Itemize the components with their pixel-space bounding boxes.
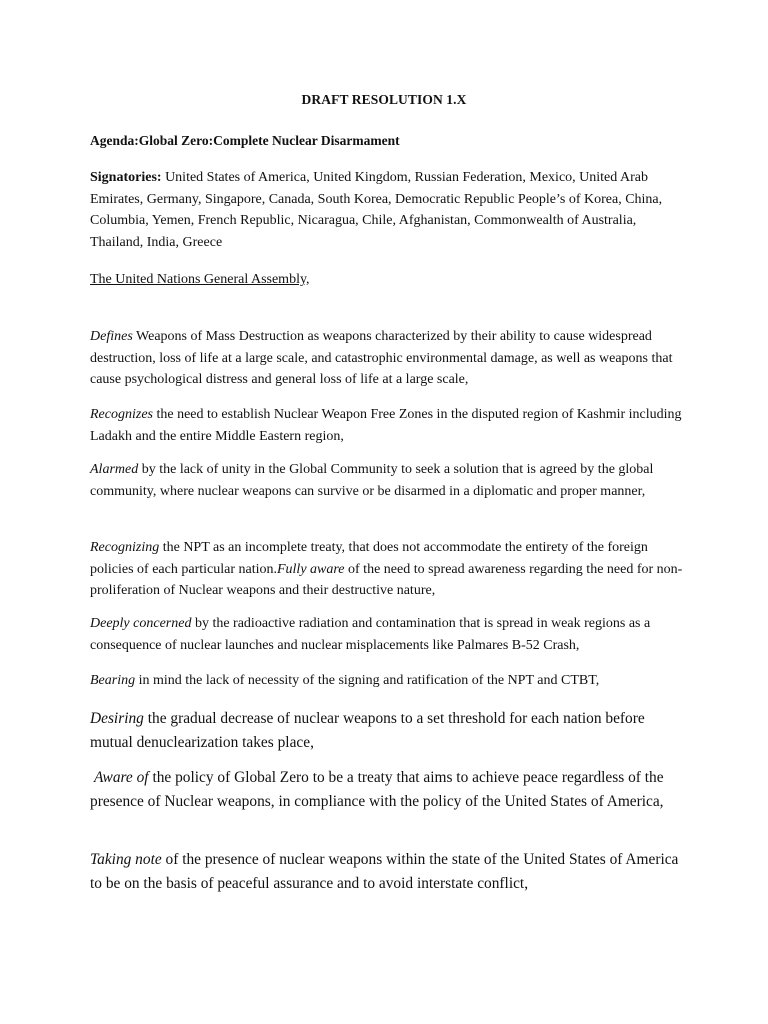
- clause-paragraph: [90, 613, 686, 656]
- clause-lead: Aware of: [94, 769, 149, 786]
- clause-paragraph: [90, 326, 686, 391]
- signatories-paragraph: [90, 167, 686, 253]
- clause-lead: Deeply concerned: [90, 616, 192, 631]
- clause-text: in mind the lack of necessity of the signing and ratification of the NPT and CTBT,: [135, 673, 600, 688]
- clause-lead-secondary: Fully aware: [276, 561, 345, 577]
- clause-paragraph: [90, 670, 686, 692]
- clause-text: the policy of Global Zero to be a treaty that aims to achieve peace regardless of the presence of Nuclear weapons, in compliance with the policy of the United States of America,: [90, 769, 664, 810]
- clause-text-secondary: of the need to spread awareness regarding the need for non-proliferation of Nuclear weapons and their destructive nature,: [90, 561, 683, 598]
- clause-text: the gradual decrease of nuclear weapons to a set threshold for each nation before mutual denuclearization takes place,: [90, 710, 645, 751]
- clause-lead: Bearing: [90, 673, 136, 688]
- assembly-heading: [90, 269, 686, 291]
- agenda-line: Agenda:Global Zero:Complete Nuclear Disarmament: [90, 133, 400, 148]
- clause-paragraph: [90, 459, 686, 502]
- clause-paragraph: [90, 404, 686, 447]
- clause-lead: Recognizes: [90, 407, 153, 422]
- clause-text: by the radioactive radiation and contamination that is spread in weak regions as a consequence of nuclear launches and nuclear misplacements like Palmares B-52 Crash,: [90, 616, 651, 653]
- document-title: DRAFT RESOLUTION 1.X: [301, 92, 467, 107]
- clause-text: by the lack of unity in the Global Community to seek a solution that is agreed by the global community, where nuclear weapons can survive or be disarmed in a diplomatic and proper manner,: [90, 462, 654, 499]
- clause-text: Weapons of Mass Destruction as weapons characterized by their ability to cause widespread destruction, loss of life at a large scale, and catastrophic environmental damage, as well as weapons that cause psychological distress and general loss of life at a large scale,: [90, 329, 673, 387]
- clause-text: of the presence of nuclear weapons within the state of the United States of America to be on the basis of peaceful assurance and to avoid interstate conflict,: [90, 851, 679, 892]
- clause-paragraph: [90, 848, 686, 895]
- signatories-list: United States of America, United Kingdom, Russian Federation, Mexico, United Arab Emirates, Germany, Singapore, Canada, South Korea, Democratic Republic People’s of Korea, China, Columbia, Yemen, French Republic, Nicaragua, Chile, Afghanistan, Commonwealth of Australia, Thailand, India, Greece: [90, 170, 663, 250]
- clause-lead: Taking note: [90, 851, 162, 868]
- clause-paragraph: [90, 766, 686, 813]
- clause-lead: Defines: [90, 329, 133, 344]
- assembly-heading-text: The United Nations General Assembly,: [90, 272, 310, 287]
- clause-text: the need to establish Nuclear Weapon Free Zones in the disputed region of Kashmir including Ladakh and the entire Middle Eastern region,: [90, 407, 682, 444]
- clause-lead: Desiring: [90, 710, 144, 727]
- clause-lead: Alarmed: [90, 462, 139, 477]
- clause-paragraph: [90, 537, 686, 602]
- clause-paragraph: [90, 707, 686, 754]
- signatories-label: Signatories:: [90, 170, 162, 185]
- clause-lead: Recognizing: [90, 540, 160, 555]
- clause-text: the NPT as an incomplete treaty, that does not accommodate the entirety of the foreign policies of each particular nation.: [90, 540, 648, 577]
